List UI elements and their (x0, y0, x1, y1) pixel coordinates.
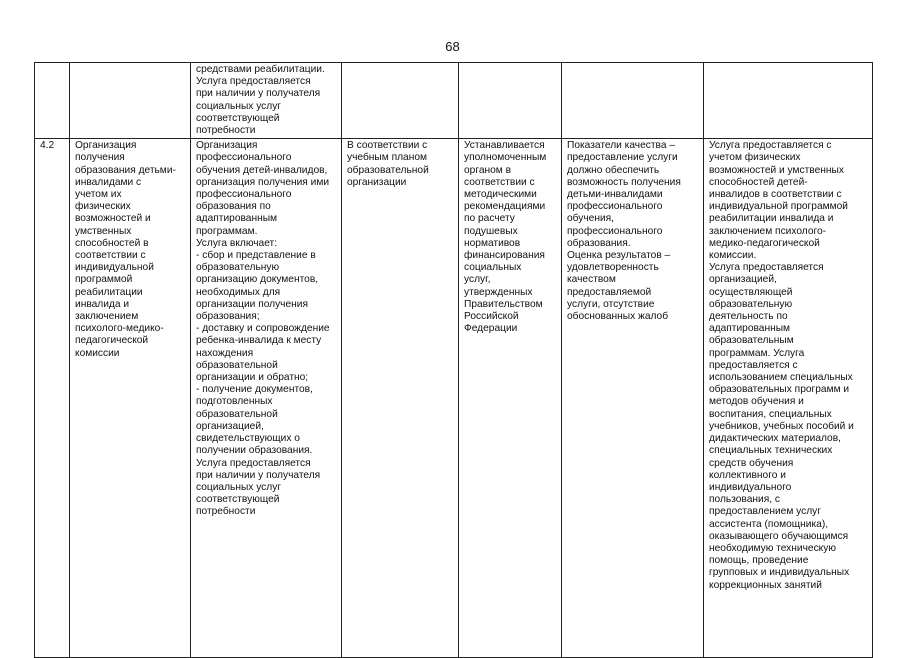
table-row-4-2 (35, 139, 873, 658)
cell-norms: Устанавливается уполномоченным органом в соответствии с методическими рекомендациями по расчету подушевых нормативов финансирования социальных услуг, утвержденных Правительством Российской Федерации (459, 139, 562, 658)
cell-timing: В соответствии с учебным планом образовательной организации (342, 139, 459, 658)
cell-number: 4.2 (35, 139, 70, 658)
cell-service-name: Организация получения образования детьми- инвалидами с учетом их физических возможностей и умственных способностей в соответствии с индивидуальной программой реабилитации инвалида и заключением психолого-медико- педагогической комиссии (70, 139, 191, 658)
cell-conditions: Услуга предоставляется с учетом физических возможностей и умственных способностей детей- инвалидов в соответствии с индивидуальной программой реабилитации инвалида и заключением психолого- медико-педагогической комиссии. Услуга предоставляется организацией, осуществляющей образовательную деятельность по адаптированным образовательным программам. Услуга предоставляется с использованием специальных образовательных программ и методов обучения и воспитания, специальных учебников, учебных пособий и дидактических материалов, специальных технических средств обучения коллективного и индивидуального пользования, с предоставлением услуг ассистента (помощника), оказывающего обучающимся необходимую техническую помощь, проведение групповых и индивидуальных коррекционных занятий (704, 139, 873, 658)
cell-number (35, 63, 70, 139)
services-table (34, 62, 873, 658)
cell-conditions (704, 63, 873, 139)
cell-quality: Показатели качества – предоставление услуги должно обеспечить возможность получения детьми-инвалидами профессионального обучения, профессионального образования. Оценка результатов – удовлетворенность качеством предоставляемой услуги, отсутствие обоснованных жалоб (562, 139, 704, 658)
cell-quality (562, 63, 704, 139)
page-number: 68 (445, 39, 460, 54)
table-row-continuation (35, 63, 873, 139)
cell-description: Организация профессионального обучения детей-инвалидов, организация получения ими профессионального образования по адаптированным программам. Услуга включает: - сбор и представление в образовательную организацию документов, необходимых для организации получения образования; - доставку и сопровождение ребенка-инвалида к месту нахождения образовательной организации и обратно; - получение документов, подготовленных образовательной организацией, свидетельствующих о получении образования. Услуга предоставляется при наличии у получателя социальных услуг соответствующей потребности (191, 139, 342, 658)
cell-norms (459, 63, 562, 139)
cell-service-name (70, 63, 191, 139)
cell-description: средствами реабилитации. Услуга предоставляется при наличии у получателя социальных услуг соответствующей потребности (191, 63, 342, 139)
cell-timing (342, 63, 459, 139)
